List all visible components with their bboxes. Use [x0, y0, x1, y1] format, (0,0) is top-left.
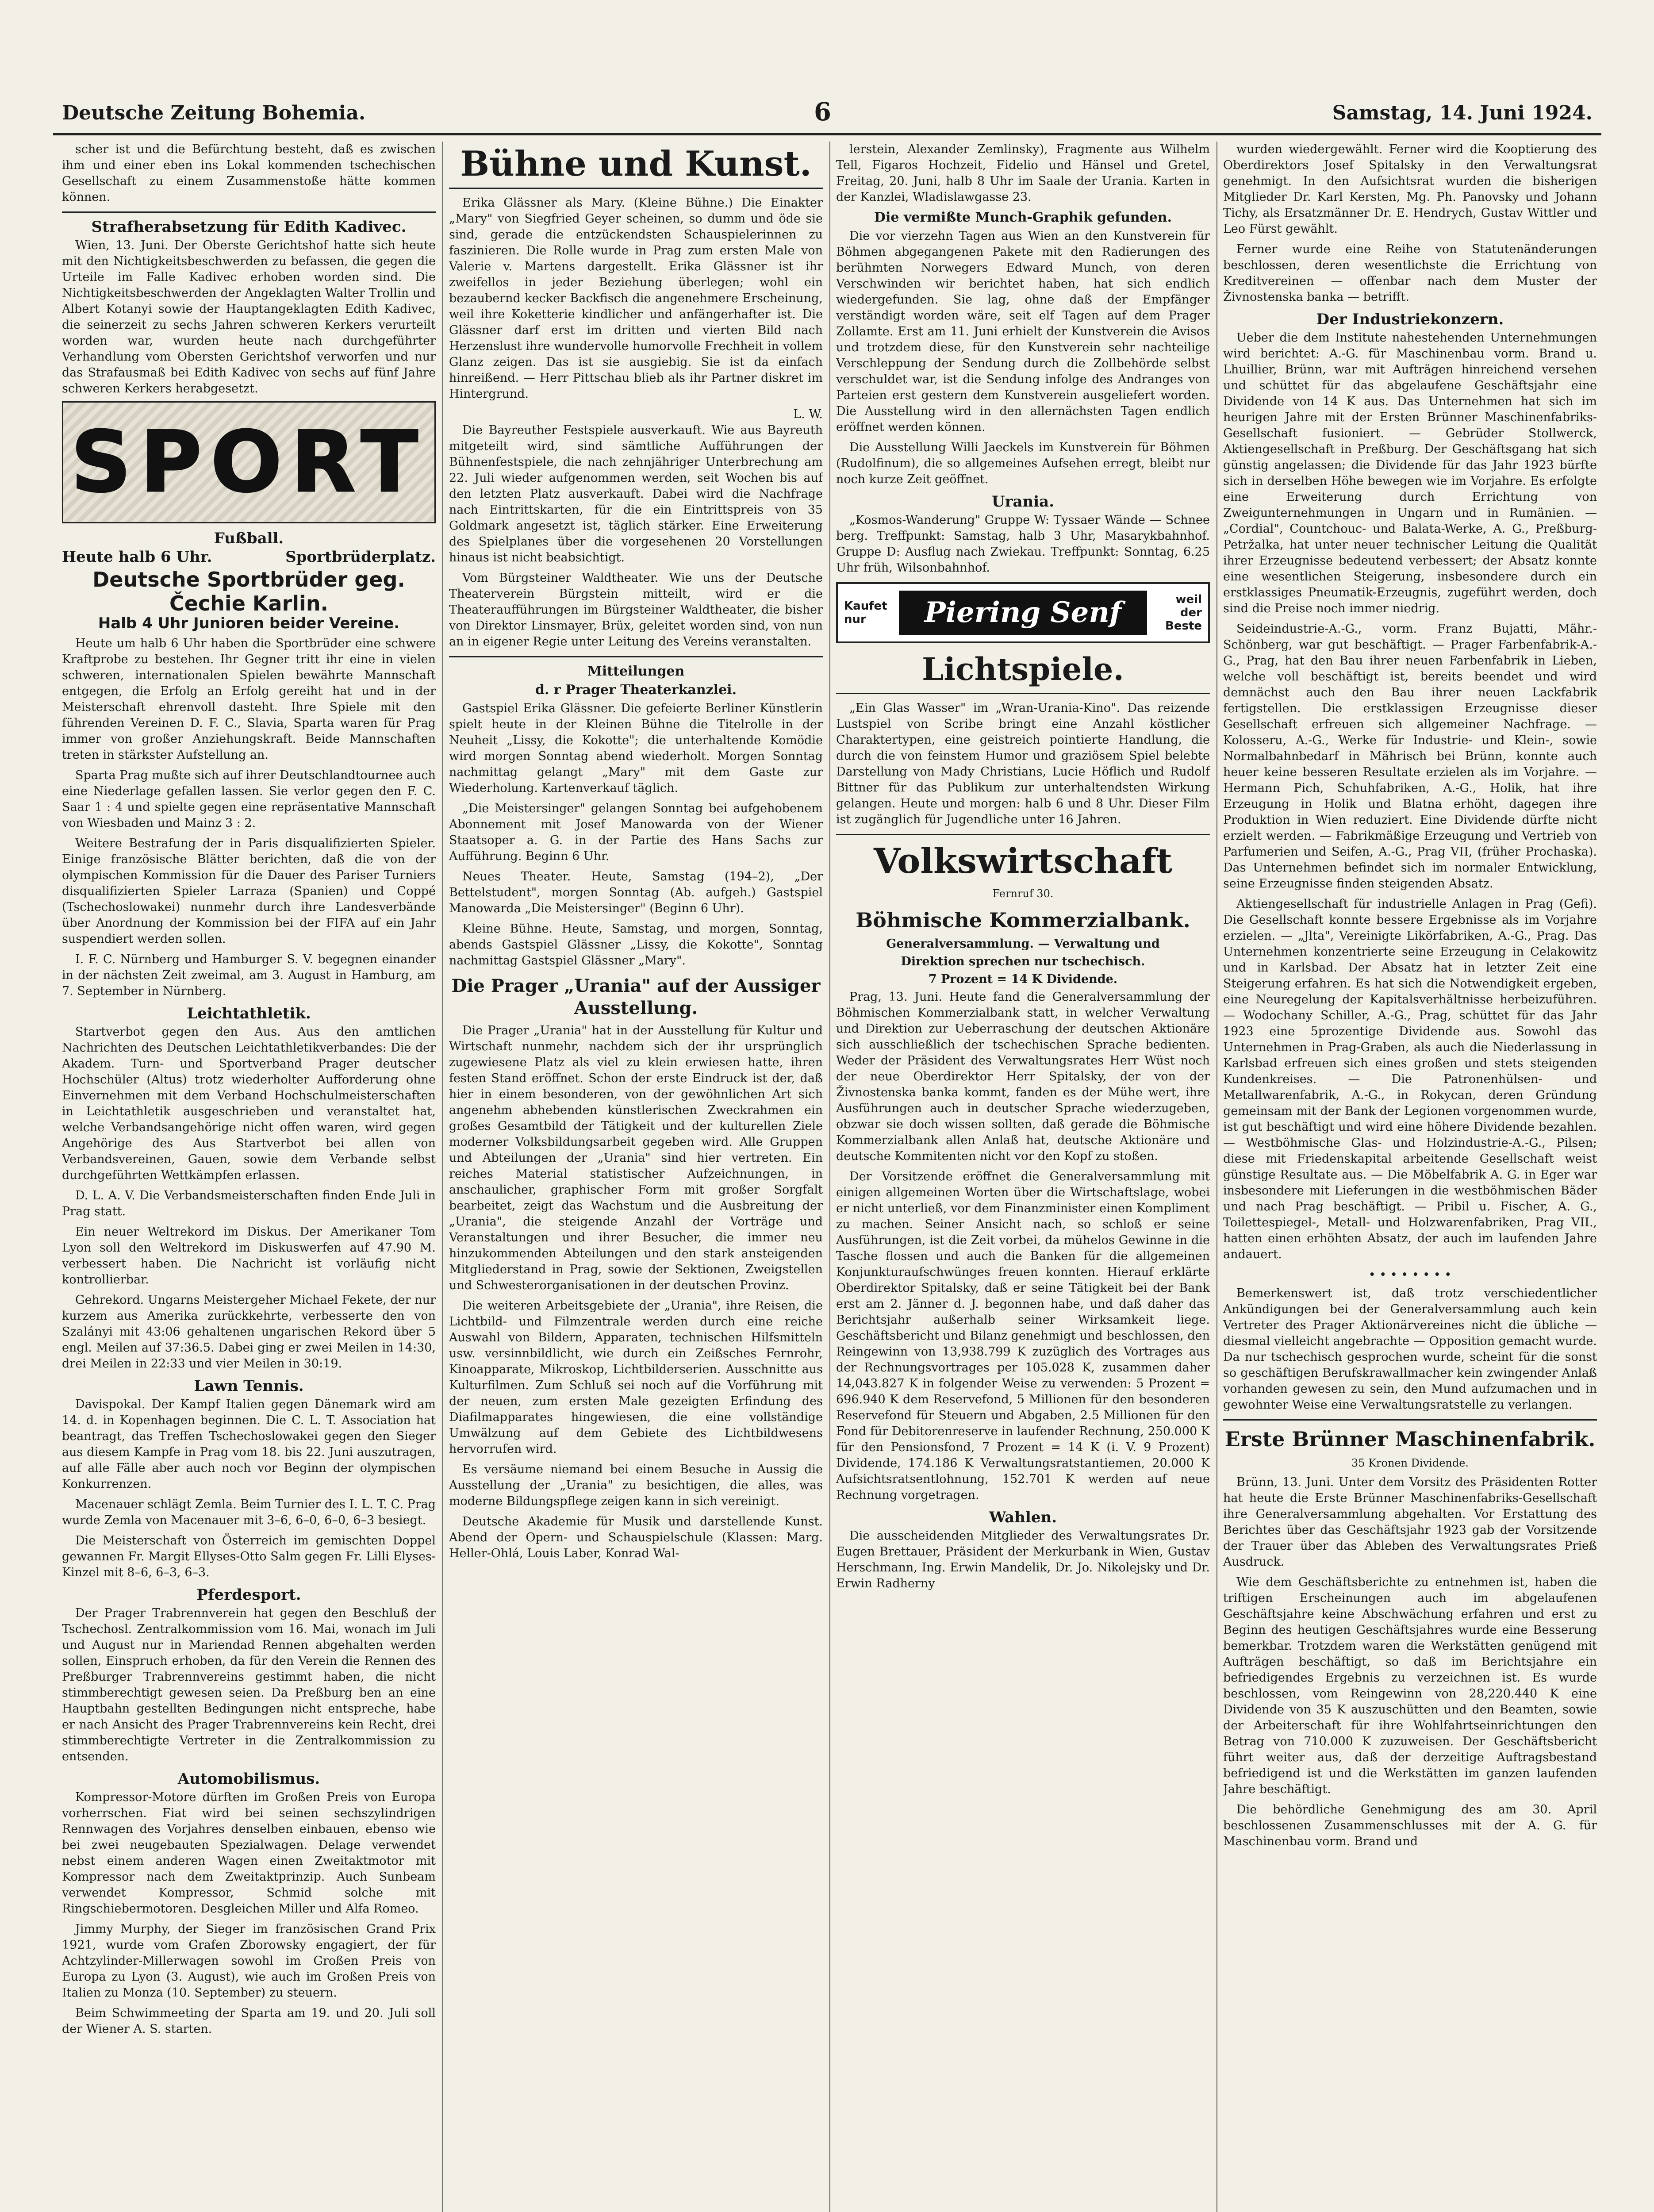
column-4 [1223, 142, 1597, 2212]
article-text: Die ausscheidenden Mitglieder des Verwaltungsrates Dr. Eugen Brettauer, Präsident der Merkurbank in Wien, Gustav Herschmann, Ing. Erwin Mandelik, Dr. Jo. Nikolejsky und Dr. Erwin Radherny [836, 1529, 1210, 1590]
phone-number: Fernruf 30. [992, 887, 1054, 900]
article-text: Die weiteren Arbeitsgebiete der „Urania", ihre Reisen, die Lichtbild- und Filmzentrale werden durch eine reiche Auswahl von Bildern, Apparaten, technischen Hilfsmitteln usw. versinnbildlicht, wie durch ein Zeißsches Fernrohr, Kinoapparate, Mikroskop, Lichtbilderserien. Ausschnitte aus Kulturfilmen. Zum Schluß sei noch auf die Vorführung mit der neuen, zum ersten Male gezeigten Erfindung des Diafilmapparates hingewiesen, die eine vollständige Umwälzung auf dem Gebiete des Lichtbildwesens hervorrufen wird. [449, 1299, 823, 1456]
article-text: scher ist und die Befürchtung besteht, daß es zwischen ihm und einer eben ins Lokal kommenden tschechischen Gesellschaft zu einem Zusammenstoße hätte kommen können. [62, 142, 436, 204]
author-signature: L. W. [793, 407, 823, 421]
advertisement [836, 582, 1210, 643]
article-text: „Kosmos-Wanderung" Gruppe W: Tyssaer Wände — Schnee berg. Treffpunkt: Samstag, halb 3 Uhr, Masarykbahnhof. Gruppe D: Ausflug nach Zwiekau. Treffpunkt: Sonntag, 6.25 Uhr früh, Wilsonbahnhof. [836, 513, 1210, 575]
article-subheadline: Generalversammlung. — Verwaltung und [886, 937, 1160, 951]
section-subheading: d. r Prager Theaterkanzlei. [535, 682, 737, 698]
article-text: Bemerkenswert ist, daß trotz verschiedentlicher Ankündigungen bei der Generalversammlung auch kein Vertreter des Prager Aktionärvereines nicht die übliche — diesmal vielleicht angebrachte — Opposition gemacht wurde. Da nur tschechisch gesprochen wurde, scheint für die sonst so geschäftigen Berufskrawallmacher kein zwingender Anlaß vorhanden gewesen zu sein, den Mund aufzumachen und in gewohnter Weise eine Verwaltungsratstelle zu verlangen. [1223, 1286, 1597, 1412]
article-subheadline: 7 Prozent = 14 K Dividende. [928, 972, 1118, 986]
article-headline: Böhmische Kommerzialbank. [856, 908, 1190, 932]
article-text: Wien, 13. Juni. Der Oberste Gerichtshof hatte sich heute mit den Nichtigkeitsbeschwerden zu befassen, die gegen die Urteile im Falle Kadivec erhoben worden sind. Die Nichtigkeitsbeschwerden der Angeklagten Walter Trollin und Albert Kotanyi sowie der Hauptangeklagten Edith Kadivec, die seinerzeit zu sechs Jahren schweren Kerkers verurteilt worden war, wurden heute nach durchgeführter Verhandlung vom Obersten Gerichtshof verworfen und nur das Strafausmaß bei Edith Kadivec von sechs auf fünf Jahre schweren Kerkers herabgesetzt. [62, 238, 436, 396]
article-text: Kompressor-Motore dürften im Großen Preis von Europa vorherrschen. Fiat wird bei seinen sechszylindrigen Rennwagen des Vorjahres denselben einbauen, ebenso wie bei zwei neugebauten Spezialwagen. Delage verwendet nebst einem anderen Wagen einen Zweitaktmotor mit Kompressor nach dem Zweitaktprinzip. Auch Sunbeam verwendet Kompressor, Schmid solche mit Ringschiebermotoren. Desgleichen Miller und Alfa Romeo. [62, 1790, 436, 1916]
article-text: Ein neuer Weltrekord im Diskus. Der Amerikaner Tom Lyon soll den Weltrekord im Diskuswerfen auf 47.90 M. verbessert haben. Die Nachricht ist vorläufig nicht kontrollierbar. [62, 1225, 436, 1286]
article-text: Die Prager „Urania" hat in der Ausstellung für Kultur und Wirtschaft nunmehr, nachdem sich der ihr ursprünglich zugewiesene Platz als viel zu klein erwiesen hatte, ihren festen Stand eröffnet. Schon der erste Eindruck ist der, daß hier in einem besonderen, von der gewöhnlichen Art sich angenehm abhebenden künstlerischen Zweckrahmen ein großes Gesamtbild der Tätigkeit und der kulturellen Ziele moderner Volksbildungsarbeit gegeben wird. Alle Gruppen und Abteilungen der „Urania" sind hier vertreten. Ein reiches Material statistischer Aufzeichnungen, in anschaulicher, graphischer Form mit großer Sorgfalt bearbeitet, zeigt das Wachstum und die Ausbreitung der „Urania", die steigende Anzahl der Vorträge und Veranstaltungen und ihrer Besucher, die immer neu hinzukommenden Abteilungen und den stark ansteigenden Mitgliederstand in Prag, sowie der Sektionen, Zweigstellen und Schwesterorganisationen in der deutschen Provinz. [449, 1024, 823, 1292]
article-text: Sparta Prag mußte sich auf ihrer Deutschlandtournee auch eine Niederlage gefallen lassen. Sie verlor gegen den F. C. Saar 1 : 4 und spielte gegen eine repräsentative Mannschaft von Wiesbaden und Mainz 3 : 2. [62, 768, 436, 830]
article-headline: Die vermißte Munch-Graphik gefunden. [874, 210, 1172, 225]
section-heading: Automobilismus. [177, 1770, 320, 1788]
article-text: Neues Theater. Heute, Samstag (194–2), „Der Bettelstudent", morgen Sonntag (Ab. aufgeh.) Gastspiel Manowarda „Die Meistersinger" (Beginn 6 Uhr). [449, 870, 823, 915]
event-title: Deutsche Sportbrüder geg. Čechie Karlin. [92, 568, 405, 615]
newspaper-page [53, 93, 1601, 2212]
article-text: Die vor vierzehn Tagen aus Wien an den Kunstverein für Böhmen abgegangenen Pakete mit den Radierungen des berühmten Norwegers Edward Munch, von deren Verschwinden wir berichtet haben, hat sich endlich wiedergefunden. Sie lag, ohne daß der Empfänger verständigt worden wäre, seit elf Tagen auf dem Prager Zollamte. Erst am 11. Juni erhielt der Kunstverein die Avisos und trotzdem diese, für den Kunstverein sehr nachteilige Verschleppung der Sendung durch die Zollbehörde selbst verschuldet war, ist die Sendung infolge des Andranges von Parteien erst gestern dem Kunstverein ausgeliefert worden. Die Ausstellung wird in den allernächsten Tagen endlich eröffnet werden können. [836, 229, 1210, 434]
article-text: Heute um halb 6 Uhr haben die Sportbrüder eine schwere Kraftprobe zu bestehen. Ihr Gegner tritt ihr eine in vielen schweren, internationalen Spielen bewährte Mannschaft entgegen, die Erfolg an Erfolg gereiht hat und in der Meisterschaft ehrenvoll dasteht. Ihre Spiele mit den führenden Vereinen D. F. C., Slavia, Sparta waren für Prag immer von großer Anziehungskraft. Beide Mannschaften treten in stärkster Aufstellung an. [62, 637, 436, 762]
article-text: Ferner wurde eine Reihe von Statutenänderungen beschlossen, deren wesentlichste die Errichtung von Kreditvereinen — offenbar nach dem Muster der Živnostenska banka — betrifft. [1223, 242, 1597, 304]
article-subheadline: Direktion sprechen nur tschechisch. [901, 955, 1145, 968]
event-time: Heute halb 6 Uhr. [62, 548, 212, 566]
section-title: Lichtspiele. [836, 649, 1210, 694]
article-text: Deutsche Akademie für Musik und darstellende Kunst. Abend der Opern- und Schauspielschule (Klassen: Marg. Heller-Ohlá, Louis Laber, Konrad Wal- [449, 1515, 823, 1560]
article-text: Jimmy Murphy, der Sieger im französischen Grand Prix 1921, wurde vom Grafen Zborowsky engagiert, der für Achtzylinder-Millerwagen sowohl im Großen Preis von Europa zu Lyon (3. August), wie auch im Großen Preis von Italien zu Monza (10. September) zu steuern. [62, 1922, 436, 2000]
page-header [53, 93, 1601, 135]
column-1 [62, 142, 436, 2212]
ad-brand: Piering Senf [899, 591, 1147, 635]
article-text: „Die Meistersinger" gelangen Sonntag bei aufgehobenem Abonnement mit Josef Manowarda von der Wiener Staatsoper a. G. in der Partie des Hans Sachs zur Aufführung. Beginn 6 Uhr. [449, 802, 823, 863]
article-text: Die Meisterschaft von Österreich im gemischten Doppel gewannen Fr. Margit Ellyses-Otto Salm gegen Fr. Lilli Elyses-Kinzel mit 8–6, 6–3, 6–3. [62, 1534, 436, 1579]
article-text: Die behördliche Genehmigung des am 30. April beschlossenen Zusammenschlusses mit der A. G. für Maschinenbau vorm. Brand und [1223, 1803, 1597, 1848]
article-text: „Ein Glas Wasser" im „Wran-Urania-Kino". Das reizende Lustspiel von Scribe bringt eine Anzahl köstlicher Charaktertypen, eine geistreich pointierte Handlung, die durch die von feinstem Humor und graziösem Spiel belebte Darstellung von Mady Christians, Lucie Höflich und Rudolf Bittner für das Publikum zur unterhaltendsten Wirkung gelangen. Heute und morgen: halb 6 und 8 Uhr. Dieser Film ist zugänglich für Jugendliche unter 16 Jahren. [836, 701, 1210, 826]
article-text: Der Prager Trabrennverein hat gegen den Beschluß der Tschechosl. Zentralkommission vom 16. Mai, wonach im Juli und August nur in Mariendad Rennen abgehalten werden sollen, Einspruch erhoben, da für den Verein die Rennen des Preßburger Trabrennvereins gestimmt haben, die nicht stimmberechtigt gewesen seien. Da Preßburg ben an eine Hauptbahn gestellten Bedingungen nicht entspreche, habe er nach Ansicht des Prager Trabrennvereins kein Recht, drei stimmberechtigte Vertreter in die Zentralkommission zu entsenden. [62, 1606, 436, 1763]
article-text: Ueber die dem Institute nahestehenden Unternehmungen wird berichtet: A.-G. für Maschinenbau vorm. Brand u. Lhuillier, Brünn, war mit Aufträgen hinreichend versehen und schüttet für das abgelaufene Geschäftsjahr eine Dividende von 14 K aus. Das Unternehmen hat sich im heurigen Jahre mit der Ersten Brünner Maschinenfabriks-Gesellschaft fusioniert. — Gebrüder Stollwerck, Aktiengesellschaft in Preßburg. Der Geschäftsgang hat sich günstig angelassen; die Dividende für das Jahr 1923 bürfte sich in derselben Höhe bewegen wie im Vorjahre. Es erfolgte eine Erweiterung durch Errichtung von Zweigunternehmungen in Ungarn und in Rumänien. — „Cordial", Countchouc- und Balata-Werke, A. G., Preßburg-Petržalka, hat unter neuer technischer Leitung die Qualität ihrer Erzeugnisse bedeutend verbessert; der Absatz konnte eine wesentlichen Steigerung, insbesondere durch ein erstklassiges Pneumatik-Erzeugnis, zugeführt werden, doch sind die Preise noch immer niedrig. [1223, 331, 1597, 615]
ad-right-text: weil der Beste [1165, 593, 1202, 633]
article-text: lerstein, Alexander Zemlinsky), Fragmente aus Wilhelm Tell, Figaros Hochzeit, Fidelio und Hänsel und Gretel, Freitag, 20. Juni, halb 8 Uhr im Saale der Urania. Karten in der Kanzlei, Wladislawgasse 23. [836, 142, 1210, 204]
article-text: Die Bayreuther Festspiele ausverkauft. Wie aus Bayreuth mitgeteilt wird, sind sämtliche Aufführungen der Bühnenfestspiele, die nach zehnjähriger Unterbrechung am 22. Juli wieder aufgenommen werden, seit Wochen bis auf den letzten Platz ausverkauft. Dabei wird die Nachfrage nach Eintrittskarten, für die ein Eintrittspreis von 35 Goldmark angesetzt ist, täglich stärker. Eine Erweiterung des Spielplanes über die vorgesehenen 20 Vorstellungen hinaus ist nicht beabsichtigt. [449, 423, 823, 565]
article-text: Startverbot gegen den Aus. Aus den amtlichen Nachrichten des Deutschen Leichtathletikverbandes: Die der Akadem. Turn- und Sportverband Prager deutscher Hochschüler (Altus) trotz wiederholter Aufforderung ohne Einvernehmen mit dem Verband Hochschulmeisterschaften in Leichtathletik ausgeschrieben und veranstaltet hat, welche Verbandsangehörige nicht offen waren, wird gegen Angehörige des Aus Startverbot bei allen von Verbandsvereinen, Gauen, sowie dem Verbande selbst durchgeführten Wettkämpfen erlassen. [62, 1025, 436, 1182]
event-place: Sportbrüderplatz. [285, 548, 436, 566]
section-heading: Wahlen. [989, 1509, 1057, 1526]
section-heading: Pferdesport. [196, 1586, 301, 1604]
section-heading: Lawn Tennis. [194, 1377, 304, 1395]
article-text: Aktiengesellschaft für industrielle Anlagen in Prag (Gefi). Die Gesellschaft konnte bessere Ergebnisse als im Vorjahre erzielen. — „Jlta", Vereinigte Likörfabriken, A.-G., Prag. Das Unternehmen konzentrierte seine Erzeugung in Celakowitz und in Karlsbad. Der Absatz hat in letzter Zeit eine Steigerung erfahren. Es hat sich die Notwendigkeit ergeben, eine Neuregelung der Kapitalsverhältnisse herbeizuführen. — Wodochany Schiller, A.-G., Prag, schüttet für das Jahr 1923 eine 5prozentige Dividende aus. Sowohl das Unternehmen in Prag-Graben, als auch die Niederlassung in Karlsbad erfreuen sich eines großen und stets steigenden Kundenkreises. — Die Patronenhülsen- und Metallwarenfabrik, A.-G., in Rokycan, deren Gründung gemeinsam mit der Bank der Legionen vorgenommen wurde, ist gut beschäftigt und wird eine höhere Dividende bezahlen. — Westböhmische Glas- und Holzindustrie-A.-G., Pilsen; diese mit Friedenskapital arbeitende Gesellschaft weist günstige Resultate aus. — Die Möbelfabrik A. G. in Eger war insbesondere mit Lieferungen in die westböhmischen Bäder und nach Prag beschäftigt. — Pribil u. Fischer, A. G., Toilettespiegel-, Metall- und Holzwarenfabriken, Prag VII., hatten einen erhöhten Absatz, der auch im laufenden Jahre andauert. [1223, 897, 1597, 1261]
section-heading: Urania. [991, 493, 1055, 511]
masthead-title: Deutsche Zeitung Bohemia. [62, 102, 366, 124]
article-subheadline: 35 Kronen Dividende. [1351, 1457, 1469, 1469]
ad-left-text: Kaufet nur [844, 599, 887, 626]
article-headline: Strafherabsetzung für Edith Kadivec. [91, 218, 407, 236]
article-text: I. F. C. Nürnberg und Hamburger S. V. begegnen einander in der nächsten Zeit zweimal, am 3. August in Hamburg, am 7. September in Nürnberg. [62, 952, 436, 998]
article-text: Es versäume niemand bei einem Besuche in Aussig die Ausstellung der „Urania" zu besichtigen, die alles, was moderne Bildungspflege zeigen kann in sich vereinigt. [449, 1463, 823, 1508]
article-text: Seideindustrie-A.-G., vorm. Franz Bujatti, Mähr.-Schönberg, war gut beschäftigt. — Prager Farbenfabrik-A.-G., Prag, hat den Bau ihrer neuen Farbenfabrik in Lieben, welche voll beschäftigt ist, bereits beendet und wird demnächst auch den Bau ihrer neuen Lackfabrik fertigstellen. Die erstklassigen Erzeugnisse dieser Gesellschaft erfreuen sich allgemeiner Nachfrage. — Kolosseru, A.-G., Werke für Industrie- und Klein-, sowie Normalbahnbedarf in Mährisch bei Brünn, konnte auch heuer keine besseren Resultate erzielen als im Vorjahre. — Hermann Pich, Schuhfabriken, A.-G., Holik, hat ihre Erzeugung in Holik und Blatna erhöht, dagegen ihre Produktion in Wien reduziert. Eine Dividende dürfte nicht erzielt werden. — Fabrikmäßige Erzeugung und Vertrieb von Parfumerien und Seifen, A.-G., Prag VII, (früher Prochaska). Das Unternehmen befindet sich im normaler Entwicklung, seine Erzeugnisse finden steigenden Absatz. [1223, 622, 1597, 891]
column-rule [829, 142, 830, 2212]
article-text: Gastspiel Erika Glässner. Die gefeierte Berliner Künstlerin spielt heute in der Kleinen Bühne die Titelrolle in der Neuheit „Lissy, die Kokotte"; die unterhaltende Komödie wird morgen Sonntag abend wiederholt. Morgen Sonntag nachmittag gelangt „Mary" mit dem Gaste zur Wiederholung. Kartenverkauf täglich. [449, 702, 823, 795]
column-3 [836, 142, 1210, 2212]
article-text: Kleine Bühne. Heute, Samstag, und morgen, Sonntag, abends Gastspiel Glässner „Lissy, die Kokotte", Sonntag nachmittag Gastspiel Glässner „Mary". [449, 922, 823, 968]
article-headline: Erste Brünner Maschinenfabrik. [1224, 1427, 1596, 1451]
event-subtitle: Halb 4 Uhr Junioren beider Vereine. [98, 614, 400, 632]
section-heading: Mitteilungen [587, 664, 685, 679]
article-text: Beim Schwimmeeting der Sparta am 19. und 20. Juli soll der Wiener A. S. starten. [62, 2006, 436, 2036]
article-text: Weitere Bestrafung der in Paris disqualifizierten Spieler. Einige französische Blätter berichten, daß die von der olympischen Kommission für die Dauer des Pariser Turniers disqualifizierten Spieler Larraza (Spanien) und Coppé (Tschechoslowakei) nunmehr durch ihre Landesverbände über Anordnung der Kommission bei der FIFA auf ein Jahr suspendiert werden sollen. [62, 837, 436, 946]
article-text: D. L. A. V. Die Verbandsmeisterschaften finden Ende Juli in Prag statt. [62, 1189, 436, 1218]
section-heading: Der Industriekonzern. [1316, 311, 1504, 328]
sport-logo-text: SPORT [71, 413, 427, 511]
article-text: Brünn, 13. Juni. Unter dem Vorsitz des Präsidenten Rotter hat heute die Erste Brünner Maschinenfabriks-Gesellschaft ihre Generalversammlung abgehalten. Vor Erstattung des Berichtes über das Geschäftsjahr 1923 gab der Vorsitzende der Trauer über das Ableben des Verwaltungsrates Prieß Ausdruck. [1223, 1475, 1597, 1569]
column-rule [442, 142, 443, 2212]
column-2 [449, 142, 823, 2212]
article-text: Die Ausstellung Willi Jaeckels im Kunstverein für Böhmen (Rudolfinum), die so allgemeines Aufsehen erregt, bleibt nur noch kurze Zeit geöffnet. [836, 441, 1210, 486]
section-title: Volkswirtschaft [873, 841, 1173, 881]
page-number: 6 [814, 97, 831, 127]
section-title: Bühne und Kunst. [449, 144, 823, 189]
issue-date: Samstag, 14. Juni 1924. [1332, 102, 1593, 124]
section-heading: Fußball. [214, 530, 284, 547]
article-text: Erika Glässner als Mary. (Kleine Bühne.) Die Einakter „Mary" von Siegfried Geyer scheinen, so dumm und öde sie sind, gerade die entzückendsten Schauspielerinnen zu faszinieren. Die Rolle wurde in Prag zum ersten Male von Valerie v. Martens dargestellt. Erika Glässner ist ihr zweifellos in jeder Beziehung überlegen; wohl ein bezaubernd kecker Backfisch die angenehmere Erscheinung, weil ihre Koketterie kindlicher und anfängerhafter ist. Die Glässner darf erst im dritten und vierten Bild nach Herzenslust ihre wundervolle humorvolle Frechheit in vollem Glanz zeigen. Das ist sie ausgiebig. Sie ist da einfach hinreißend. — Herr Pittschau blieb als ihr Partner diskret im Hintergrund. [449, 196, 823, 401]
article-text: Gehrekord. Ungarns Meistergeher Michael Fekete, der nur kurzem aus Amerika zurückkehrte, verbesserte den von Szalányi mit 43:06 gehaltenen ungarischen Rekord über 5 engl. Meilen auf 37:36.5. Dabei ging er zwei Meilen in 14:30, drei Meilen in 22:33 und vier Meilen in 30:19. [62, 1293, 436, 1371]
divider [836, 834, 1210, 835]
event-announcement [62, 549, 436, 565]
section-heading: Leichtathletik. [187, 1005, 311, 1022]
article-text: Vom Bürgsteiner Waldtheater. Wie uns der Deutsche Theaterverein Bürgstein mitteilt, wird er die Theateraufführungen im Bürgsteiner Waldtheater, die bisher von Direktor Linsmayer, Brüx, geleitet worden sind, von nun an in eigener Regie unter Leitung des Vereins veranstalten. [449, 571, 823, 649]
article-text: wurden wiedergewählt. Ferner wird die Kooptierung des Oberdirektors Josef Spitalsky in den Verwaltungsrat genehmigt. In den Aufsichtsrat wurden die bisherigen Mitglieder Dr. Karl Kersten, Mg. Ph. Panovsky und Johann Tichy, als Ersatzmänner Dr. E. Hendrych, Gustav Wittler und Leo Fürst gewählt. [1223, 142, 1597, 236]
divider [62, 211, 436, 213]
article-text: Davispokal. Der Kampf Italien gegen Dänemark wird am 14. d. in Kopenhagen beginnen. Die C. L. T. Association hat beantragt, das Treffen Tschechoslowakei gegen den Sieger aus diesem Kampfe in Prag vom 18. bis 22. Juni auszutragen, auf alle Fälle aber auch noch vor Beginn der olympischen Konkurrenzen. [62, 1398, 436, 1491]
article-text: Der Vorsitzende eröffnet die Generalversammlung mit einigen allgemeinen Worten über die Wirtschaftslage, wobei er nicht unterließ, vor dem Finanzminister einen Kompliment zu machen. Seiner Ansicht nach, so schloß er seine Ausführungen, ist die Zeit vorbei, da mühelos Gewinne in die Tasche flossen und auch die Banken für die allgemeinen Konjunkturaufschwünges freuen konnten. Hierauf erklärte Oberdirektor Spitalsky, daß er seine Tätigkeit bei der Bank erst am 2. Jänner d. J. begonnen habe, und daß daher das Berichtsjahr außerhalb seiner Wirksamkeit liege. Geschäftsbericht und Bilanz genehmigt und beschlossen, den Reingewinn von 13,938.799 K zuzüglich des Vortrages aus der Rechnungsvortrages per 105.028 K, zusammen daher 14,043.827 K in folgender Weise zu verwenden: 5 Prozent = 696.940 K dem Reservefond, 5 Millionen für den besonderen Reservefond für Steuern und Abgaben, 2.5 Millionen für den Fond für Debitorenreserve in laufender Rechnung, 250.000 K für den Pensionsfond, 7 Prozent = 14 K (i. V. 9 Prozent) Dividende, 174.186 K Verwaltungsratstantiemen, 20.000 K Aufsichtsratsentlohnung, 152.701 K werden auf neue Rechnung vorgetragen. [836, 1170, 1210, 1502]
divider [449, 656, 823, 657]
article-text: Wie dem Geschäftsberichte zu entnehmen ist, haben die triftigen Erscheinungen auch im abgelaufenen Geschäftsjahre keine Abschwächung erfahren und erst zu Beginn des heutigen Geschäftsjahres wurde eine Besserung bemerkbar. Trotzdem waren die Werkstätten genügend mit Aufträgen beschäftigt, so daß im Berichtsjahre ein befriedigendes Ergebnis zu verzeichnen ist. Es wurde beschlossen, vom Reingewinn von 28,220.440 K eine Dividende von 35 K auszuschütten und den Beamten, sowie der Arbeiterschaft für ihre Wohlfahrtseinrichtungen den Betrag von 710.000 K zuzuweisen. Der Geschäftsbericht führt weiter aus, daß der derzeitige Auftragsbestand befriedigend ist und die Werkstätten im ganzen laufenden Jahre beschäftigt. [1223, 1575, 1597, 1796]
article-headline: Die Prager „Urania" auf der Aussiger Ausstellung. [451, 975, 821, 1018]
article-text: Macenauer schlägt Zemla. Beim Turnier des I. L. T. C. Prag wurde Zemla von Macenauer mit 3–6, 6–0, 6–0, 6–3 besiegt. [62, 1498, 436, 1527]
sport-logo [62, 401, 436, 523]
article-text: Prag, 13. Juni. Heute fand die Generalversammlung der Böhmischen Kommerzialbank statt, in welcher Verwaltung und Direktion zur Ueberraschung der deutschen Aktionäre sich ausschließlich der tschechischen Sprache bedienten. Weder der Präsident des Verwaltungsrates Herr Wüst noch der neue Oberdirektor Herr Spitalsky, der von der Živnostenska banka kommt, fanden es der Mühe wert, ihre Ausführungen auch in deutscher Sprache wiederzugeben, obzwar sie doch wissen sollten, daß gerade die Böhmische Kommerzialbank allen Anlaß hat, deutsche Aktionäre und deutsche Kommitenten nicht vor den Kopf zu stoßen. [836, 990, 1210, 1163]
divider [1223, 1419, 1597, 1421]
separator-dots: • • • • • • • • [1368, 1268, 1452, 1282]
